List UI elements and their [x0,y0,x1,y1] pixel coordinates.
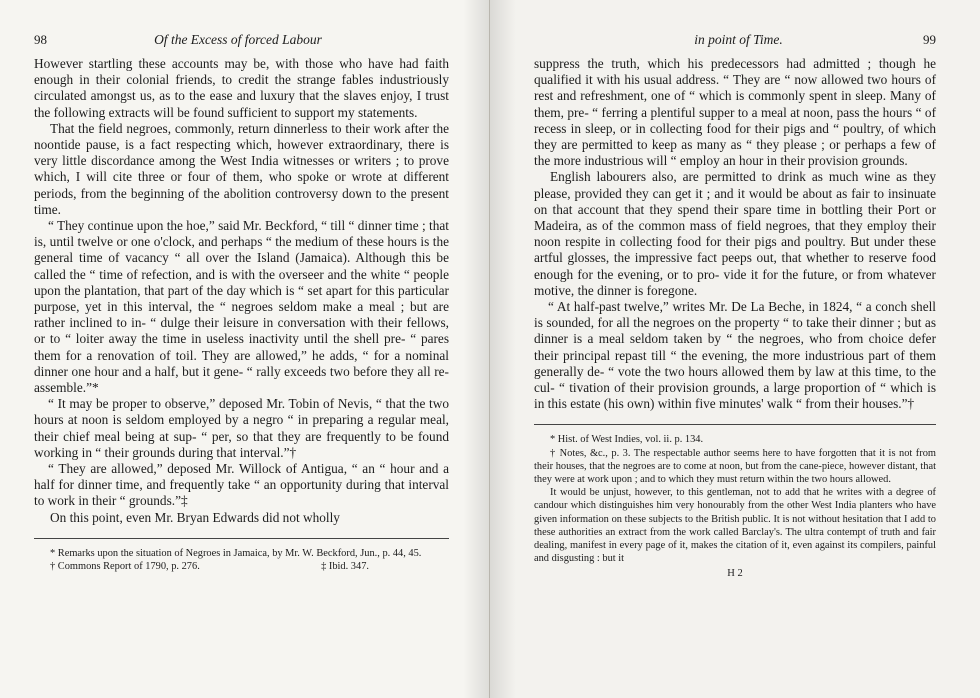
right-body [534,56,936,412]
footnote: * Hist. of West Indies, vol. ii. p. 134. [550,434,704,446]
footnote: It would be unjust, however, to this gentleman, not to add that he writes with a degree of candour which distinguishes him very honourably from the other West India planters who have given information on these subjects to the British public. It is not without hesitation that I add to these authorities an extract from the work called Barclay's. The ultra contempt of truth and fair dealing, manifest in every page of it, makes the citation of it, even against its compilers, painful and disgusting : but it [534,487,936,565]
right-page-header [534,32,936,48]
right-page-number: 99 [922,32,936,47]
footnote: ‡ Ibid. 347. [321,561,369,573]
left-page-header [34,32,449,48]
left-page-number: 98 [34,32,47,47]
footnote: * Remarks upon the situation of Negroes in Jamaica, by Mr. W. Beckford, Jun., p. 44, 45. [50,547,422,559]
quote-paragraph: “ At half-past twelve,” writes Mr. De La Beche, in 1824, “ a conch shell is sounded, for all the negroes on the property “ to take their dinner ; but as dinner is a meal seldom taken by “ the negroes, who from choice defer their principal repast till “ the evening, the more industrious part of them generally de- “ vote the two hours allowed them by law at this time, to the cul- “ tivation of their provision grounds, a large proportion of “ which is in this estate (his own) within five minutes' walk “ from their houses.”† [534,299,936,412]
footnote-rule [34,538,449,539]
paragraph: That the field negroes, commonly, return dinnerless to their work after the noontide pause, is a fact respecting which, however extraordinary, there is very little discordance among the West India witnesses or writers ; to prove which, I will cite three or four of them, who spoke or wrote at different periods, from the beginning of the abolition controversy down to the present time. [34,120,449,217]
right-page [490,0,980,698]
footnote-rule [534,424,936,425]
quote-paragraph: “ It may be proper to observe,” deposed Mr. Tobin of Nevis, “ that the two hours at noon is seldom employed by a negro “ in preparing a regular meal, their chief meal being at sup- “ per, so that they are frequently to be found working in “ their grounds during that interval.”† [34,396,449,460]
paragraph: suppress the truth, which his predecessors had admitted ; though he qualified it with his usual address. “ They are “ now allowed two hours of rest and refreshment, one of “ which is commonly spent in sleep. Many of them, pre- “ ferring a plentiful supper to a meal at noon, pass the hours “ of recess in sleep, or in collecting food for their pigs and “ poultry, of which they are permitted to keep as many as “ they please ; or perhaps a few of the more industrious will “ employ an hour in their provision grounds. [534,56,936,169]
paragraph: On this point, even Mr. Bryan Edwards did not wholly [50,509,340,525]
left-running-title: Of the Excess of forced Labour [154,32,322,47]
footnote: † Notes, &c., p. 3. The respectable author seems here to have forgotten that it is not from their houses, that the negroes are to come at noon, but from the cane-piece, however distant, that they were at work upon ; and to which they must return within the two hours allowed. [534,447,936,486]
quote-paragraph: “ They continue upon the hoe,” said Mr. Beckford, “ till “ dinner time ; that is, until twelve or one o'clock, and perhaps “ the medium of these hours is the general time of vacancy “ all over the Island (Jamaica). Although this be called the “ time of refection, and is with the overseer and the white “ people upon the plantation, that part of the day which is “ set apart for this particular purpose, yet in this interval, the “ negroes seldom make a meal ; but are rather inclined to in- “ dulge their leisure in conversation with their fellows, or to “ loiter away the time in useless inactivity until the shell pre- “ pares them for a renovation of toil. They are allowed,” he adds, “ for a nominal dinner one hour and a half, but it gene- “ rally exceeds two before they all re-assemble.”* [34,218,449,396]
right-footnotes [534,433,936,565]
right-running-title: in point of Time. [694,32,783,47]
quote-paragraph: “ They are allowed,” deposed Mr. Willock of Antigua, “ an “ hour and a half for dinner time, and frequently take “ an opportunity during that interval to work in their “ grounds.”‡ [34,461,449,509]
left-body [34,56,449,526]
paragraph: English labourers also, are permitted to drink as much wine as they please, provided they can get it ; and it would be about as fair to insinuate on that account that they spend their spare time in bottling their Port or Madeira, as of the common mass of field negroes, that they employ their noon respite in collecting food for their pigs and poultry. But under these artful glosses, the impressive fact peeps out, that whether to reserve food enough for the evening, or to pro- vide it for the future, or from whatever motive, the dinner is foregone. [534,169,936,298]
left-footnotes [34,547,449,573]
signature-mark: H 2 [727,567,743,579]
paragraph: However startling these accounts may be, with those who have had faith enough in their colonial friends, to credit the strange fables industriously circulated amongst us, as to the ease and luxury that the slaves enjoy, I trust the following extracts will be found sufficient to support my statements. [34,56,449,120]
footnote: † Commons Report of 1790, p. 276. [50,561,200,573]
